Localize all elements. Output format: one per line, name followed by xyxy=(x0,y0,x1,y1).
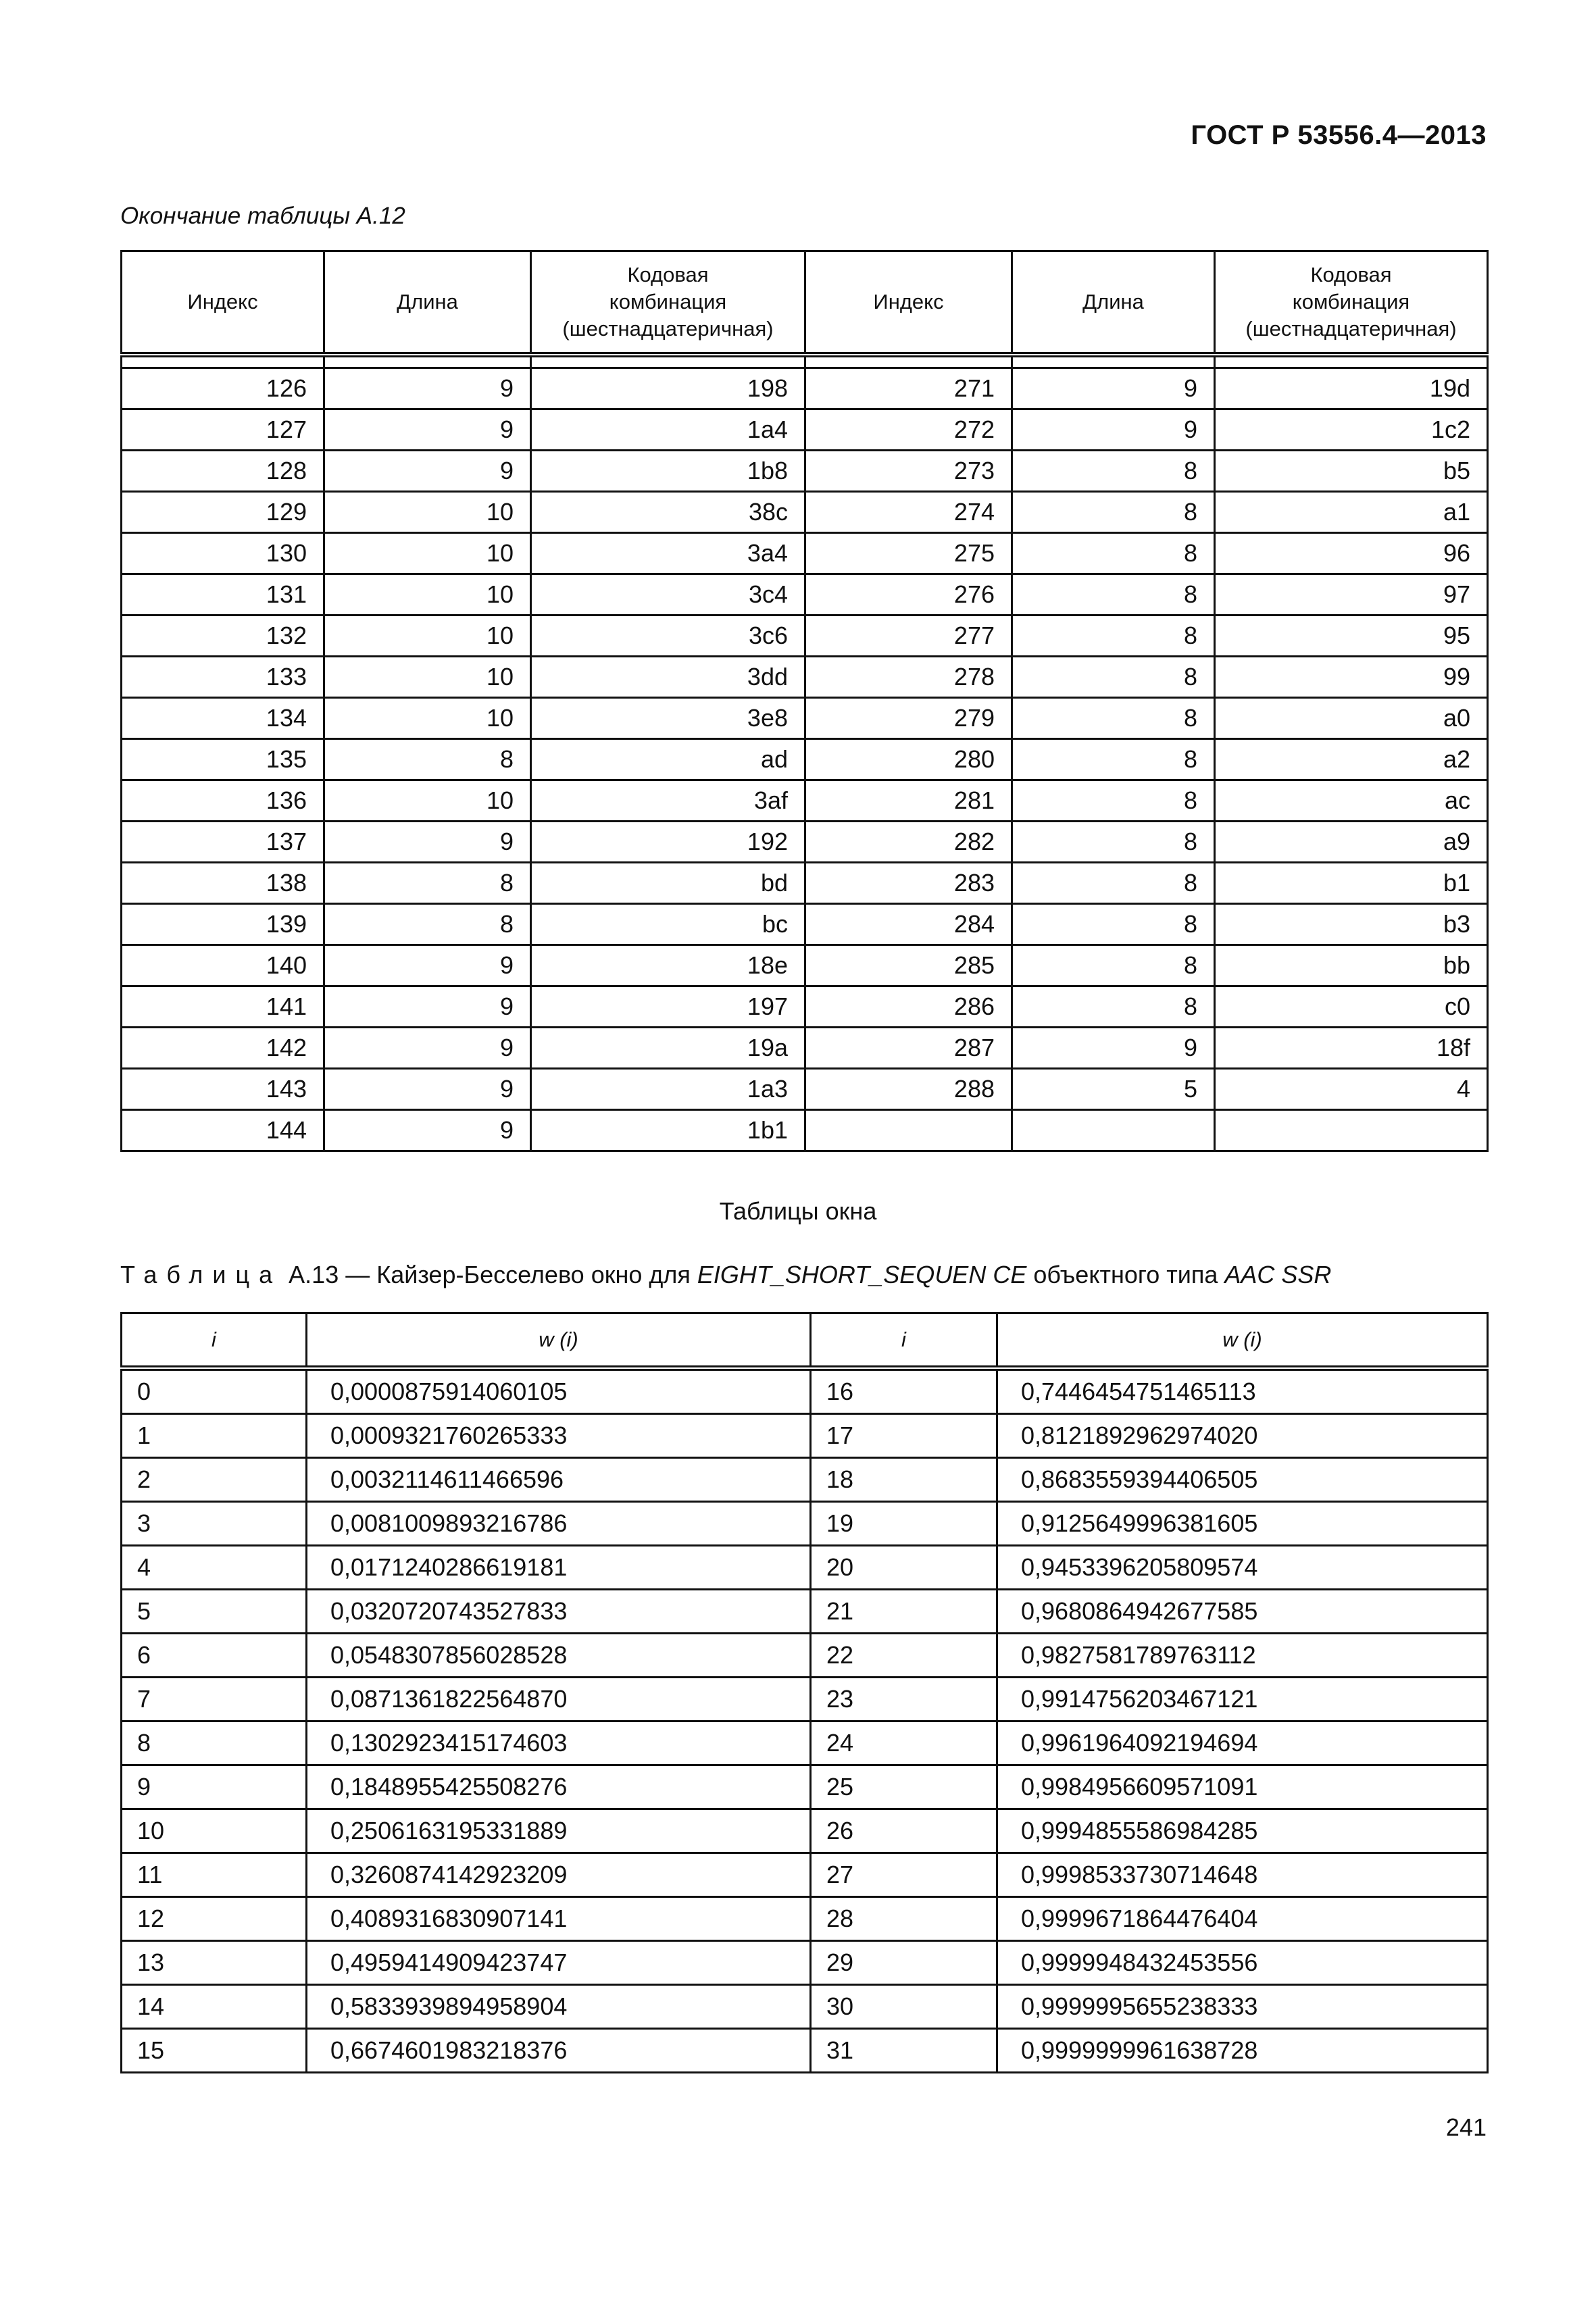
table-row xyxy=(122,1853,1488,1897)
table-cell: 3e8 xyxy=(531,698,805,739)
table-cell: 275 xyxy=(805,533,1012,574)
table-a12-column-header xyxy=(122,251,324,355)
table-cell: 1a3 xyxy=(531,1069,805,1110)
table-cell: 285 xyxy=(805,945,1012,986)
table-cell: 8 xyxy=(1012,698,1215,739)
table-cell: 9 xyxy=(324,1069,531,1110)
table-cell: 29 xyxy=(811,1941,997,1985)
table-cell: 9 xyxy=(324,1110,531,1151)
spacer-cell xyxy=(1012,355,1215,368)
table-cell: 127 xyxy=(122,409,324,451)
table-cell: 284 xyxy=(805,904,1012,945)
table-cell: 38c xyxy=(531,492,805,533)
table-cell: 129 xyxy=(122,492,324,533)
table-cell: 24 xyxy=(811,1721,997,1765)
table-cell: 272 xyxy=(805,409,1012,451)
table-cell: ad xyxy=(531,739,805,780)
table-cell: 25 xyxy=(811,1765,997,1809)
table-cell: 3 xyxy=(122,1502,307,1546)
table-cell: 13 xyxy=(122,1941,307,1985)
table-a13-column-header: i xyxy=(811,1313,997,1369)
table-cell: 277 xyxy=(805,615,1012,657)
table-cell: 9 xyxy=(1012,1028,1215,1069)
table-cell: 4 xyxy=(1215,1069,1488,1110)
table-cell: 0,5833939894958904 xyxy=(307,1985,811,2029)
table-cell: 19 xyxy=(811,1502,997,1546)
table-cell: 27 xyxy=(811,1853,997,1897)
table-cell: 140 xyxy=(122,945,324,986)
table-cell: 18f xyxy=(1215,1028,1488,1069)
table-cell: 142 xyxy=(122,1028,324,1069)
table-cell: 99 xyxy=(1215,657,1488,698)
table-cell: b5 xyxy=(1215,451,1488,492)
table-cell: 0,2506163195331889 xyxy=(307,1809,811,1853)
table-a13-caption-seq: EIGHT_SHORT_SEQUEN CE xyxy=(697,1261,1027,1288)
table-cell: 96 xyxy=(1215,533,1488,574)
table-a12-column-header xyxy=(324,251,531,355)
table-cell: 0,9999999961638728 xyxy=(997,2029,1488,2073)
table-cell: 8 xyxy=(1012,904,1215,945)
table-row xyxy=(122,945,1488,986)
table-cell: 0,0548307856028528 xyxy=(307,1634,811,1678)
table-cell: 9 xyxy=(324,409,531,451)
table-row xyxy=(122,1110,1488,1151)
table-a13-caption-prefix: Таблица xyxy=(120,1261,282,1288)
table-cell: 1b8 xyxy=(531,451,805,492)
table-cell: 8 xyxy=(324,739,531,780)
table-row xyxy=(122,739,1488,780)
table-cell: 11 xyxy=(122,1853,307,1897)
column-header-line: (шестнадцатеричная) xyxy=(1245,317,1457,341)
table-cell: 132 xyxy=(122,615,324,657)
table-row xyxy=(122,1069,1488,1110)
table-row xyxy=(122,780,1488,822)
table-cell: 281 xyxy=(805,780,1012,822)
table-row xyxy=(122,1678,1488,1721)
table-row xyxy=(122,2029,1488,2073)
table-cell: 9 xyxy=(324,945,531,986)
table-cell: bc xyxy=(531,904,805,945)
table-cell: 17 xyxy=(811,1414,997,1458)
table-cell: 8 xyxy=(1012,986,1215,1028)
table-cell: 1a4 xyxy=(531,409,805,451)
table-cell: 30 xyxy=(811,1985,997,2029)
spacer-cell xyxy=(324,355,531,368)
table-cell: 0,3260874142923209 xyxy=(307,1853,811,1897)
table-cell: ac xyxy=(1215,780,1488,822)
table-cell: 271 xyxy=(805,368,1012,409)
table-row xyxy=(122,1502,1488,1546)
table-cell: a1 xyxy=(1215,492,1488,533)
table-cell: 136 xyxy=(122,780,324,822)
table-cell: 283 xyxy=(805,863,1012,904)
table-row xyxy=(122,1634,1488,1678)
table-cell: 0,9961964092194694 xyxy=(997,1721,1488,1765)
table-row xyxy=(122,657,1488,698)
table-a12-column-header xyxy=(1215,251,1488,355)
table-cell: 16 xyxy=(811,1368,997,1414)
table-cell: 8 xyxy=(1012,739,1215,780)
table-cell: 9 xyxy=(324,822,531,863)
table-cell: a9 xyxy=(1215,822,1488,863)
table-cell: 0,1302923415174603 xyxy=(307,1721,811,1765)
table-cell: 126 xyxy=(122,368,324,409)
table-cell: 9 xyxy=(1012,409,1215,451)
table-cell: 8 xyxy=(1012,822,1215,863)
table-row xyxy=(122,409,1488,451)
table-cell: 10 xyxy=(324,492,531,533)
table-row xyxy=(122,1765,1488,1809)
table-cell: 0,7446454751465113 xyxy=(997,1368,1488,1414)
table-cell: 0,8121892962974020 xyxy=(997,1414,1488,1458)
column-header-line: Длина xyxy=(1082,290,1144,313)
column-header-line: Кодовая xyxy=(627,263,709,286)
table-row xyxy=(122,1458,1488,1502)
table-cell: 0,9999948432453556 xyxy=(997,1941,1488,1985)
table-row xyxy=(122,533,1488,574)
table-cell: 280 xyxy=(805,739,1012,780)
table-row xyxy=(122,1028,1488,1069)
table-cell: 0,0320720743527833 xyxy=(307,1590,811,1634)
table-cell: 288 xyxy=(805,1069,1012,1110)
table-cell: 8 xyxy=(1012,492,1215,533)
table-a13-caption-type: AAC SSR xyxy=(1224,1261,1332,1288)
table-row xyxy=(122,904,1488,945)
table-cell: 3a4 xyxy=(531,533,805,574)
table-cell: 97 xyxy=(1215,574,1488,615)
table-cell: 0,0032114611466596 xyxy=(307,1458,811,1502)
table-cell: 8 xyxy=(1012,451,1215,492)
table-cell: 9 xyxy=(122,1765,307,1809)
column-header-line: Индекс xyxy=(187,290,258,313)
table-cell: 278 xyxy=(805,657,1012,698)
table-cell: b3 xyxy=(1215,904,1488,945)
table-a13-column-header: w (i) xyxy=(307,1313,811,1369)
table-cell: 9 xyxy=(324,368,531,409)
table-cell: 141 xyxy=(122,986,324,1028)
table-cell: 15 xyxy=(122,2029,307,2073)
table-row xyxy=(122,1414,1488,1458)
table-cell: 10 xyxy=(324,574,531,615)
table-row xyxy=(122,698,1488,739)
table-cell: 276 xyxy=(805,574,1012,615)
table-cell: 139 xyxy=(122,904,324,945)
table-cell: 130 xyxy=(122,533,324,574)
table-cell: 1 xyxy=(122,1414,307,1458)
table-row xyxy=(122,1941,1488,1985)
table-cell: 0,0871361822564870 xyxy=(307,1678,811,1721)
table-a12-caption: Окончание таблицы А.12 xyxy=(120,203,405,229)
table-cell: 0,0009321760265333 xyxy=(307,1414,811,1458)
table-cell: 2 xyxy=(122,1458,307,1502)
table-cell: 3c4 xyxy=(531,574,805,615)
table-cell: 0,0171240286619181 xyxy=(307,1546,811,1590)
table-cell: bb xyxy=(1215,945,1488,986)
table-cell: 1b1 xyxy=(531,1110,805,1151)
table-cell: 5 xyxy=(1012,1069,1215,1110)
table-cell: 8 xyxy=(1012,533,1215,574)
table-a13-caption-main: А.13 — Кайзер-Бесселево окно для xyxy=(282,1261,697,1288)
table-cell: 0 xyxy=(122,1368,307,1414)
table-cell: 0,9827581789763112 xyxy=(997,1634,1488,1678)
table-row xyxy=(122,574,1488,615)
table-cell: 8 xyxy=(1012,863,1215,904)
table-cell xyxy=(1012,1110,1215,1151)
table-cell: 128 xyxy=(122,451,324,492)
table-cell: bd xyxy=(531,863,805,904)
table-cell: 3c6 xyxy=(531,615,805,657)
table-cell: 26 xyxy=(811,1809,997,1853)
table-cell: 20 xyxy=(811,1546,997,1590)
table-cell: 18e xyxy=(531,945,805,986)
table-cell: 192 xyxy=(531,822,805,863)
table-a12-column-header xyxy=(1012,251,1215,355)
table-cell: 23 xyxy=(811,1678,997,1721)
spacer-cell xyxy=(122,355,324,368)
table-cell: 19d xyxy=(1215,368,1488,409)
table-cell: 137 xyxy=(122,822,324,863)
column-header-line: комбинация xyxy=(609,290,727,313)
table-a13-column-header: w (i) xyxy=(997,1313,1488,1369)
table-a13 xyxy=(120,1312,1489,2073)
table-cell: 0,9914756203467121 xyxy=(997,1678,1488,1721)
column-header-line: Длина xyxy=(397,290,458,313)
table-cell: 1c2 xyxy=(1215,409,1488,451)
table-cell: 8 xyxy=(1012,657,1215,698)
table-a12-spacer-row xyxy=(122,355,1488,368)
table-cell: c0 xyxy=(1215,986,1488,1028)
table-row xyxy=(122,822,1488,863)
table-cell: b1 xyxy=(1215,863,1488,904)
column-header-line: (шестнадцатеричная) xyxy=(562,317,774,341)
table-cell: 10 xyxy=(324,780,531,822)
table-cell: 31 xyxy=(811,2029,997,2073)
table-cell: 8 xyxy=(1012,574,1215,615)
column-header-line: Кодовая xyxy=(1310,263,1392,286)
table-cell: 287 xyxy=(805,1028,1012,1069)
table-a13-column-header: i xyxy=(122,1313,307,1369)
table-cell: 7 xyxy=(122,1678,307,1721)
table-cell: 279 xyxy=(805,698,1012,739)
table-cell: 0,1848955425508276 xyxy=(307,1765,811,1809)
table-row xyxy=(122,1809,1488,1853)
table-cell: 8 xyxy=(1012,945,1215,986)
table-cell: 3dd xyxy=(531,657,805,698)
spacer-cell xyxy=(805,355,1012,368)
table-cell: 4 xyxy=(122,1546,307,1590)
table-row xyxy=(122,615,1488,657)
table-row xyxy=(122,1590,1488,1634)
table-cell: 14 xyxy=(122,1985,307,2029)
table-row xyxy=(122,1985,1488,2029)
table-cell: 0,9999671864476404 xyxy=(997,1897,1488,1941)
table-cell: 0,0000875914060105 xyxy=(307,1368,811,1414)
table-row xyxy=(122,1721,1488,1765)
table-a12-column-header xyxy=(805,251,1012,355)
table-cell: 286 xyxy=(805,986,1012,1028)
table-row xyxy=(122,863,1488,904)
table-cell: a0 xyxy=(1215,698,1488,739)
table-cell: 274 xyxy=(805,492,1012,533)
table-row xyxy=(122,986,1488,1028)
table-cell: 144 xyxy=(122,1110,324,1151)
table-cell: 0,6674601983218376 xyxy=(307,2029,811,2073)
table-a13-caption-mid: объектного типа xyxy=(1026,1261,1225,1288)
table-cell: 18 xyxy=(811,1458,997,1502)
table-cell: 21 xyxy=(811,1590,997,1634)
table-cell: 0,9984956609571091 xyxy=(997,1765,1488,1809)
table-cell: 135 xyxy=(122,739,324,780)
table-cell: 10 xyxy=(122,1809,307,1853)
table-cell: 133 xyxy=(122,657,324,698)
table-cell: 282 xyxy=(805,822,1012,863)
table-cell: 22 xyxy=(811,1634,997,1678)
table-cell xyxy=(805,1110,1012,1151)
table-row xyxy=(122,368,1488,409)
table-cell: 8 xyxy=(122,1721,307,1765)
table-cell: 9 xyxy=(324,986,531,1028)
table-cell: 9 xyxy=(324,1028,531,1069)
table-cell: 10 xyxy=(324,533,531,574)
table-cell: 0,4959414909423747 xyxy=(307,1941,811,1985)
table-cell: 12 xyxy=(122,1897,307,1941)
table-cell: 8 xyxy=(324,904,531,945)
table-cell: 0,9125649996381605 xyxy=(997,1502,1488,1546)
table-cell: 198 xyxy=(531,368,805,409)
column-header-line: комбинация xyxy=(1292,290,1410,313)
table-row xyxy=(122,1546,1488,1590)
spacer-cell xyxy=(531,355,805,368)
table-cell: 0,9998533730714648 xyxy=(997,1853,1488,1897)
table-cell: 9 xyxy=(1012,368,1215,409)
spacer-cell xyxy=(1215,355,1488,368)
table-a12 xyxy=(120,250,1489,1152)
table-cell: 0,9999995655238333 xyxy=(997,1985,1488,2029)
table-cell: 131 xyxy=(122,574,324,615)
table-cell: 6 xyxy=(122,1634,307,1678)
table-row xyxy=(122,1368,1488,1414)
table-a13-header-row xyxy=(122,1313,1488,1369)
table-cell: 138 xyxy=(122,863,324,904)
table-row xyxy=(122,1897,1488,1941)
table-cell: 0,9453396205809574 xyxy=(997,1546,1488,1590)
table-a12-header-row xyxy=(122,251,1488,355)
section-title: Таблицы окна xyxy=(719,1197,877,1225)
table-cell: 0,4089316830907141 xyxy=(307,1897,811,1941)
table-a12-column-header xyxy=(531,251,805,355)
table-cell: 10 xyxy=(324,698,531,739)
table-cell: 273 xyxy=(805,451,1012,492)
table-cell: 28 xyxy=(811,1897,997,1941)
table-cell: 197 xyxy=(531,986,805,1028)
table-cell: 0,9994855586984285 xyxy=(997,1809,1488,1853)
table-cell: 19a xyxy=(531,1028,805,1069)
table-row xyxy=(122,451,1488,492)
table-cell: 9 xyxy=(324,451,531,492)
table-cell: 3af xyxy=(531,780,805,822)
column-header-line: Индекс xyxy=(873,290,944,313)
table-cell: 0,8683559394406505 xyxy=(997,1458,1488,1502)
table-cell: 8 xyxy=(1012,780,1215,822)
table-cell: 8 xyxy=(1012,615,1215,657)
table-cell: 5 xyxy=(122,1590,307,1634)
page-number: 241 xyxy=(1445,2113,1487,2141)
standard-designation: ГОСТ Р 53556.4—2013 xyxy=(1191,120,1487,150)
table-cell xyxy=(1215,1110,1488,1151)
table-cell: 10 xyxy=(324,657,531,698)
table-cell: 0,0081009893216786 xyxy=(307,1502,811,1546)
table-cell: 134 xyxy=(122,698,324,739)
table-cell: 95 xyxy=(1215,615,1488,657)
table-a13-caption xyxy=(120,1261,1331,1289)
table-cell: 10 xyxy=(324,615,531,657)
table-cell: 8 xyxy=(324,863,531,904)
table-row xyxy=(122,492,1488,533)
table-cell: 0,9680864942677585 xyxy=(997,1590,1488,1634)
table-cell: 143 xyxy=(122,1069,324,1110)
table-cell: a2 xyxy=(1215,739,1488,780)
